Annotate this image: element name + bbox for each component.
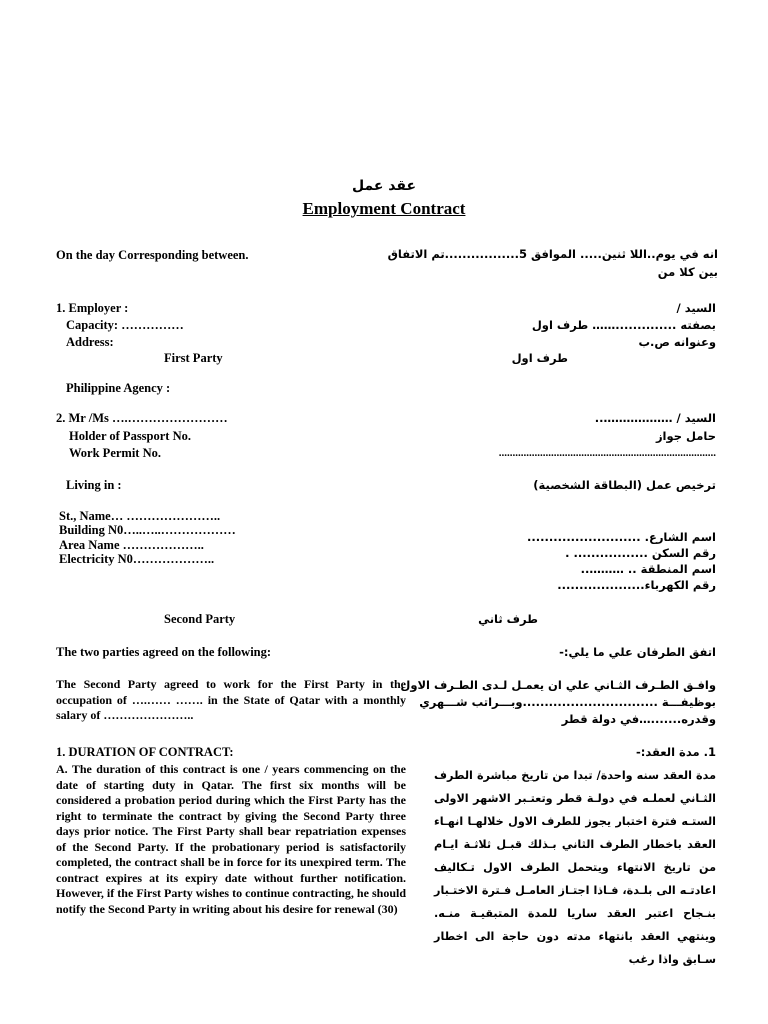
work-permit-label: Work Permit No. (69, 446, 161, 460)
electricity-number-arabic: رقم الكهرباء.................... (557, 578, 716, 592)
occupation-arabic-line1: وافـق الطـرف الثـاني علي ان يعمـل لـدى الطـرف الاول (400, 678, 716, 692)
occupation-paragraph-english: The Second Party agreed to work for the First Party in the occupation of ….…… ……. in the State of Qatar with a monthly salary of ………………….. (56, 677, 406, 722)
intro-arabic-line2: بين كلا من (657, 265, 718, 279)
occupation-arabic-line3: وقدره.......…في دولة قطر (561, 712, 716, 726)
employer-address: Address: (66, 335, 114, 349)
duration-heading-arabic: 1. مدة العقد:- (636, 745, 716, 759)
intro-arabic-line1: انه في يوم..اللا ثنين..... الموافق 5.................تم الاتفاق (387, 247, 718, 261)
agency-label: Philippine Agency : (66, 381, 171, 395)
agreed-english: The two parties agreed on the following: (56, 645, 272, 659)
area-name-field: Area Name ……………….. (59, 538, 204, 552)
first-party-arabic: طرف اول (511, 351, 568, 365)
employee-mr-arabic: السيد / ……………….. (594, 411, 716, 425)
duration-heading-english: 1. DURATION OF CONTRACT: (56, 745, 234, 759)
building-number-arabic: رقم السكن ................. . (565, 546, 716, 560)
title-english: Employment Contract (302, 199, 466, 218)
occupation-arabic-line2: بوظيفـــة ...............................وبـــراتب شـــهري (419, 695, 716, 709)
employer-capacity-arabic: بصفته ..............…… طرف اول (531, 318, 716, 332)
building-number-field: Building N0…..…..……………… (59, 523, 236, 537)
employer-address-arabic: وعنوانه ص.ب (638, 335, 716, 349)
first-party-label: First Party (164, 351, 223, 365)
duration-paragraph-arabic: مدة العقد سنه واحدة/ تبدا من تاريخ مباشرة الطرف الثـاني لعملـه في دولـة قطر وتعتـبر الاشهر الاولى الستـه فترة اختبار يجوز للطرف الاول خلالهـا انهـاء العقد باخطار الطرف الثاني بـذلك قبـل ثلاثـة ايـام من تاريخ الانتهاء ويتحمل الطرف الاول تـكاليف اعادتـه الى بلـدة، فـاذا اجتـاز العامـل فـترة الاختـبار بنـجاح اعتبر العقد ساريا للمدة المتبقيـة منـه. وينتهي العقد بانتهاء مدته دون حاجة الى اخطار سـابق واذا رغب (434, 769, 716, 966)
electricity-number-field: Electricity N0……………….. (59, 552, 215, 566)
living-label: Living in : (66, 478, 122, 492)
street-name-arabic: اسم الشارع. .......................... (527, 530, 716, 544)
street-name-field: St., Name… ………………….. (59, 509, 221, 523)
passport-arabic: حامل جواز (655, 429, 716, 443)
duration-paragraph-english: A. The duration of this contract is one / years commencing on the date of starting duty in Qatar. The first six months will be considered a probation period during which the First Party has the right to terminate the contract by giving the Second Party three days prior notice. The First Party shall bear repatriation expenses of the Second Party. If the probationary period is satisfactorily completed, the contract shall be in force for its unexpired term. The contract expires at its expiry date without further notification. However, if the First Party wishes to continue contracting, he should notify the Second Party in writing about his desire for renewal (30) (56, 762, 406, 916)
employer-capacity: Capacity: …………… (66, 318, 184, 332)
intro-english: On the day Corresponding between. (56, 248, 249, 262)
passport-label: Holder of Passport No. (69, 429, 191, 443)
second-party-arabic: طرف ثاني (478, 612, 538, 626)
employee-label: 2. Mr /Ms ….…………………… (56, 411, 228, 425)
title-arabic: عقد عمل (351, 178, 417, 194)
agreed-arabic: اتفق الطرفان علي ما يلي:- (559, 645, 716, 659)
work-permit-line: ............................................................................... (498, 447, 716, 459)
area-name-arabic: اسم المنطقة .. ……….. (580, 562, 716, 576)
id-card-arabic: ترخيص عمل (البطاقة الشخصية) (533, 478, 716, 492)
second-party-label: Second Party (164, 612, 236, 626)
employer-mr-arabic: السيد / (676, 301, 716, 315)
employer-label: 1. Employer : (56, 301, 129, 315)
